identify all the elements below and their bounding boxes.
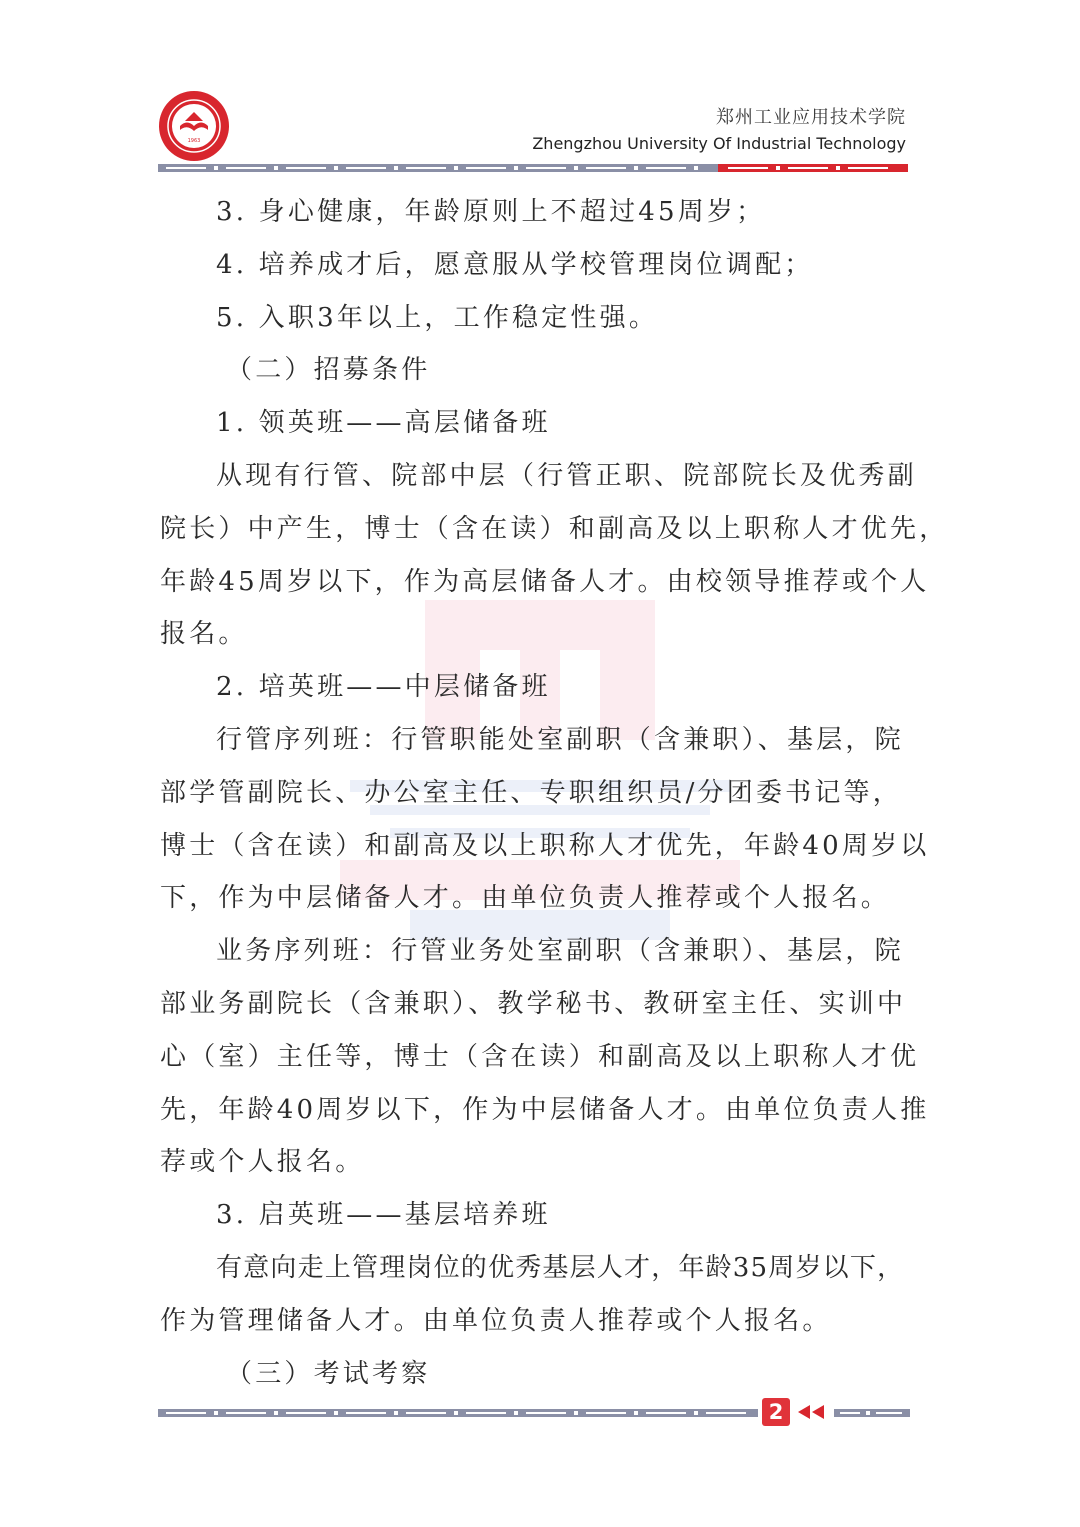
subsection-heading: 3. 启英班——基层培养班 bbox=[216, 1200, 551, 1231]
text-line: 先，年龄40周岁以下，作为中层储备人才。由单位负责人推 bbox=[160, 1094, 930, 1125]
school-seal-icon bbox=[158, 90, 230, 162]
school-name-en: Zhengzhou University Of Industrial Technology bbox=[532, 134, 906, 153]
header-title bbox=[532, 106, 906, 156]
text-line: 业务序列班：行管业务处室副职（含兼职）、基层，院 bbox=[216, 936, 904, 967]
text-line: 有意向走上管理岗位的优秀基层人才，年龄35周岁以下， bbox=[216, 1252, 905, 1283]
text-line: 3. 身心健康，年龄原则上不超过45周岁； bbox=[216, 197, 766, 227]
double-left-arrow-icon bbox=[796, 1404, 830, 1420]
svg-text:1963: 1963 bbox=[187, 138, 201, 144]
text-line: 部业务副院长（含兼职）、教学秘书、教研室主任、实训中 bbox=[160, 988, 907, 1019]
header-divider bbox=[158, 162, 908, 174]
text-line: 荐或个人报名。 bbox=[160, 1147, 365, 1178]
text-line: 作为管理储备人才。由单位负责人推荐或个人报名。 bbox=[160, 1305, 832, 1336]
footer-divider-tail bbox=[834, 1406, 910, 1420]
footer-divider bbox=[158, 1406, 758, 1420]
text-line: 下，作为中层储备人才。由单位负责人推荐或个人报名。 bbox=[160, 883, 891, 914]
text-line: 报名。 bbox=[160, 619, 248, 650]
text-line: 5. 入职3年以上，工作稳定性强。 bbox=[216, 302, 659, 333]
subsection-heading: 1. 领英班——高层储备班 bbox=[216, 408, 551, 439]
subsection-heading: 2. 培英班——中层储备班 bbox=[216, 672, 551, 703]
section-heading: （二）招募条件 bbox=[226, 355, 431, 386]
text-line: 年龄45周岁以下，作为高层储备人才。由校领导推荐或个人 bbox=[160, 566, 930, 597]
page-number-badge: 2 bbox=[762, 1398, 790, 1426]
document-body bbox=[160, 186, 949, 1400]
section-heading: （三）考试考察 bbox=[226, 1358, 431, 1389]
text-line: 院长）中产生，博士（含在读）和副高及以上职称人才优先， bbox=[160, 513, 949, 544]
text-line: 部学管副院长、办公室主任、专职组织员/分团委书记等， bbox=[160, 777, 902, 808]
text-line: 4. 培养成才后，愿意服从学校管理岗位调配； bbox=[216, 249, 814, 280]
school-name-cn: 郑州工业应用技术学院 bbox=[716, 107, 906, 128]
text-line: 从现有行管、院部中层（行管正职、院部院长及优秀副 bbox=[216, 460, 917, 491]
text-line: 博士（含在读）和副高及以上职称人才优先，年龄40周岁以 bbox=[160, 830, 930, 861]
text-line: 行管序列班：行管职能处室副职（含兼职）、基层，院 bbox=[216, 724, 904, 755]
text-line: 心（室）主任等，博士（含在读）和副高及以上职称人才优 bbox=[160, 1041, 920, 1072]
